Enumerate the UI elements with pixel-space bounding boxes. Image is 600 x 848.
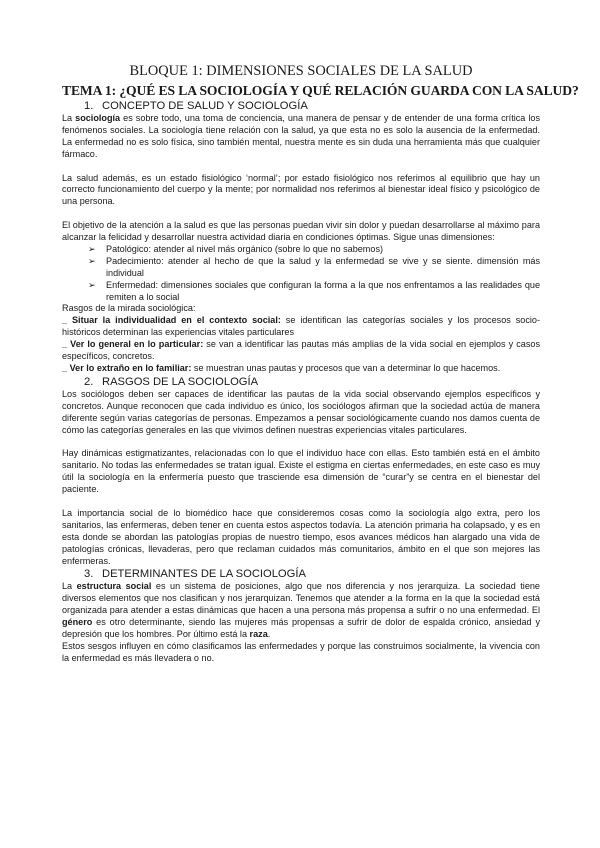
paragraph: Rasgos de la mirada sociológica: — [62, 303, 196, 314]
paragraph: La sociología es sobre todo, una toma de conciencia, una manera de pensar y de entender de una forma crítica los fenómenos sociales. La sociología tiene relación con la salud, ya que esta no es solo la ausencia de la enfermedad. La enfermedad no es solo física, sino también mental, nuestra mente es sin duda una herramienta más que cualquier fármaco. — [62, 113, 540, 159]
bloque-title: BLOQUE 1: DIMENSIONES SOCIALES DE LA SALUD — [129, 63, 473, 79]
section-title: DETERMINANTES DE LA SOCIOLOGÍA — [102, 568, 306, 581]
bold-term: sociología — [75, 113, 121, 123]
rasgo-item: _ Ver lo extraño en lo familiar: se muestran unas pautas y procesos que van a determinar lo que hacemos. — [62, 363, 501, 373]
arrow-bullet-icon: ➢ — [88, 255, 96, 266]
section-heading-1 — [62, 99, 540, 113]
arrow-bullet-icon: ➢ — [88, 243, 96, 254]
section-title: RASGOS DE LA SOCIOLOGÍA — [102, 375, 259, 388]
document-page — [62, 62, 579, 665]
dimensions-list — [62, 244, 540, 304]
bold-term: estructura social — [76, 581, 152, 592]
arrow-bullet-icon: ➢ — [88, 279, 96, 290]
paragraph: Estos sesgos influyen en cómo clasificamos las enfermedades y porque las construimos socialmente, la vivencia con la enfermedad es más llevadera o no. — [62, 641, 540, 663]
section-number: 2. — [84, 375, 94, 388]
paragraph: La salud además, es un estado fisiológico ‘normal’; por estado fisiológico nos referimos al equilibrio que hay un correcto funcionamiento del cuerpo y la mente; por normalidad nos referimos al bienestar ideal físico y psicológico de una persona. — [62, 172, 540, 207]
bold-term: raza — [249, 629, 268, 640]
section-title: CONCEPTO DE SALUD Y SOCIOLOGÍA — [102, 100, 308, 112]
rasgo-item: _ Ver lo general en lo particular: se van a identificar las pautas más amplias de la vida social en ejemplos y casos específicos, concretos. — [62, 339, 540, 362]
paragraph: La estructura social es un sistema de posiciones, algo que nos diferencia y nos jerarquiza. La sociedad tiene diversos elementos que nos clasifican y nos jerarquizan. Tenemos que atender a la forma en la que la sociedad está organizada para atender a estas dinámicas que hacen a una persona más propensa a sufrir o no una enfermedad. El género es otro determinante, siendo las mujeres más propensas a sufrir de dolor de espalda crónico, ansiedad y depresión que los hombres. Por último está la raza. — [62, 581, 540, 640]
paragraph: Los sociólogos deben ser capaces de identificar las pautas de la vida social observando ejemplos específicos y concretos. Aunque reconocen que cada individuo es único, los sociólogos afirman que la sociedad actúa de manera diferente según varias categorías de personas. Empezamos a pensar sociológicamente cuando nos damos cuenta de cómo las categorías generales en las que vivimos definen nuestras experiencias vitales particulares. — [62, 388, 540, 435]
paragraph: Hay dinámicas estigmatizantes, relacionadas con lo que el individuo hace con ellas. Esto también está en el ámbito sanitario. No todas las enfermedades se tratan igual. Existe el estigma en ciertas enfermedades, en este caso es muy útil la sociología en la enfermería puesto que trasciende esa dimensión de “curar”y se centra en el bienestar del paciente. — [62, 448, 540, 495]
section-heading-3 — [62, 567, 540, 581]
list-item: ➢ Patológico: atender al nivel más orgánico (sobre lo que no sabemos) — [88, 243, 384, 254]
bold-term: género — [62, 617, 93, 628]
paragraph: El objetivo de la atención a la salud es que las personas puedan vivir sin dolor y puedan desarrollarse al máximo para alcanzar la felicidad y desarrollar nuestra actividad diaria en condiciones óptimas. Sigue unas dimensiones: — [62, 220, 540, 243]
paragraph: La importancia social de lo biomédico hace que consideremos cosas como la sociología algo extra, pero los sanitarios, las enfermeras, deben tener en cuenta estos aspectos todavía. La atención primaria ha colapsado, y es en esta donde se abordan las patologías propias de nuestro tiempo, esos avances médicos han alargado una vida de patologías crónicas, llevaderas, pero que reclaman cuidados más comunitarios, ámbito en el que son mejores las enfermeras. — [62, 507, 540, 566]
rasgo-item: _ Situar la individualidad en el contexto social: se identifican las categorías sociales y los procesos socio-históricos determinan las experiencias vitales particulares — [62, 315, 540, 338]
section-number: 3. — [84, 568, 94, 581]
section-number: 1. — [84, 100, 94, 112]
tema-title: TEMA 1: ¿QUÉ ES LA SOCIOLOGÍA Y QUÉ RELACIÓN GUARDA CON LA SALUD? — [62, 83, 579, 98]
section-heading-2 — [62, 375, 540, 389]
list-item: ➢ Enfermedad: dimensiones sociales que configuran la forma a la que nos enfrentamos a las realidades que remiten a lo social — [88, 279, 540, 302]
list-item: ➢ Padecimiento: atender al hecho de que la salud y la enfermedad se vive y se siente. dimensión más individual — [88, 255, 540, 278]
